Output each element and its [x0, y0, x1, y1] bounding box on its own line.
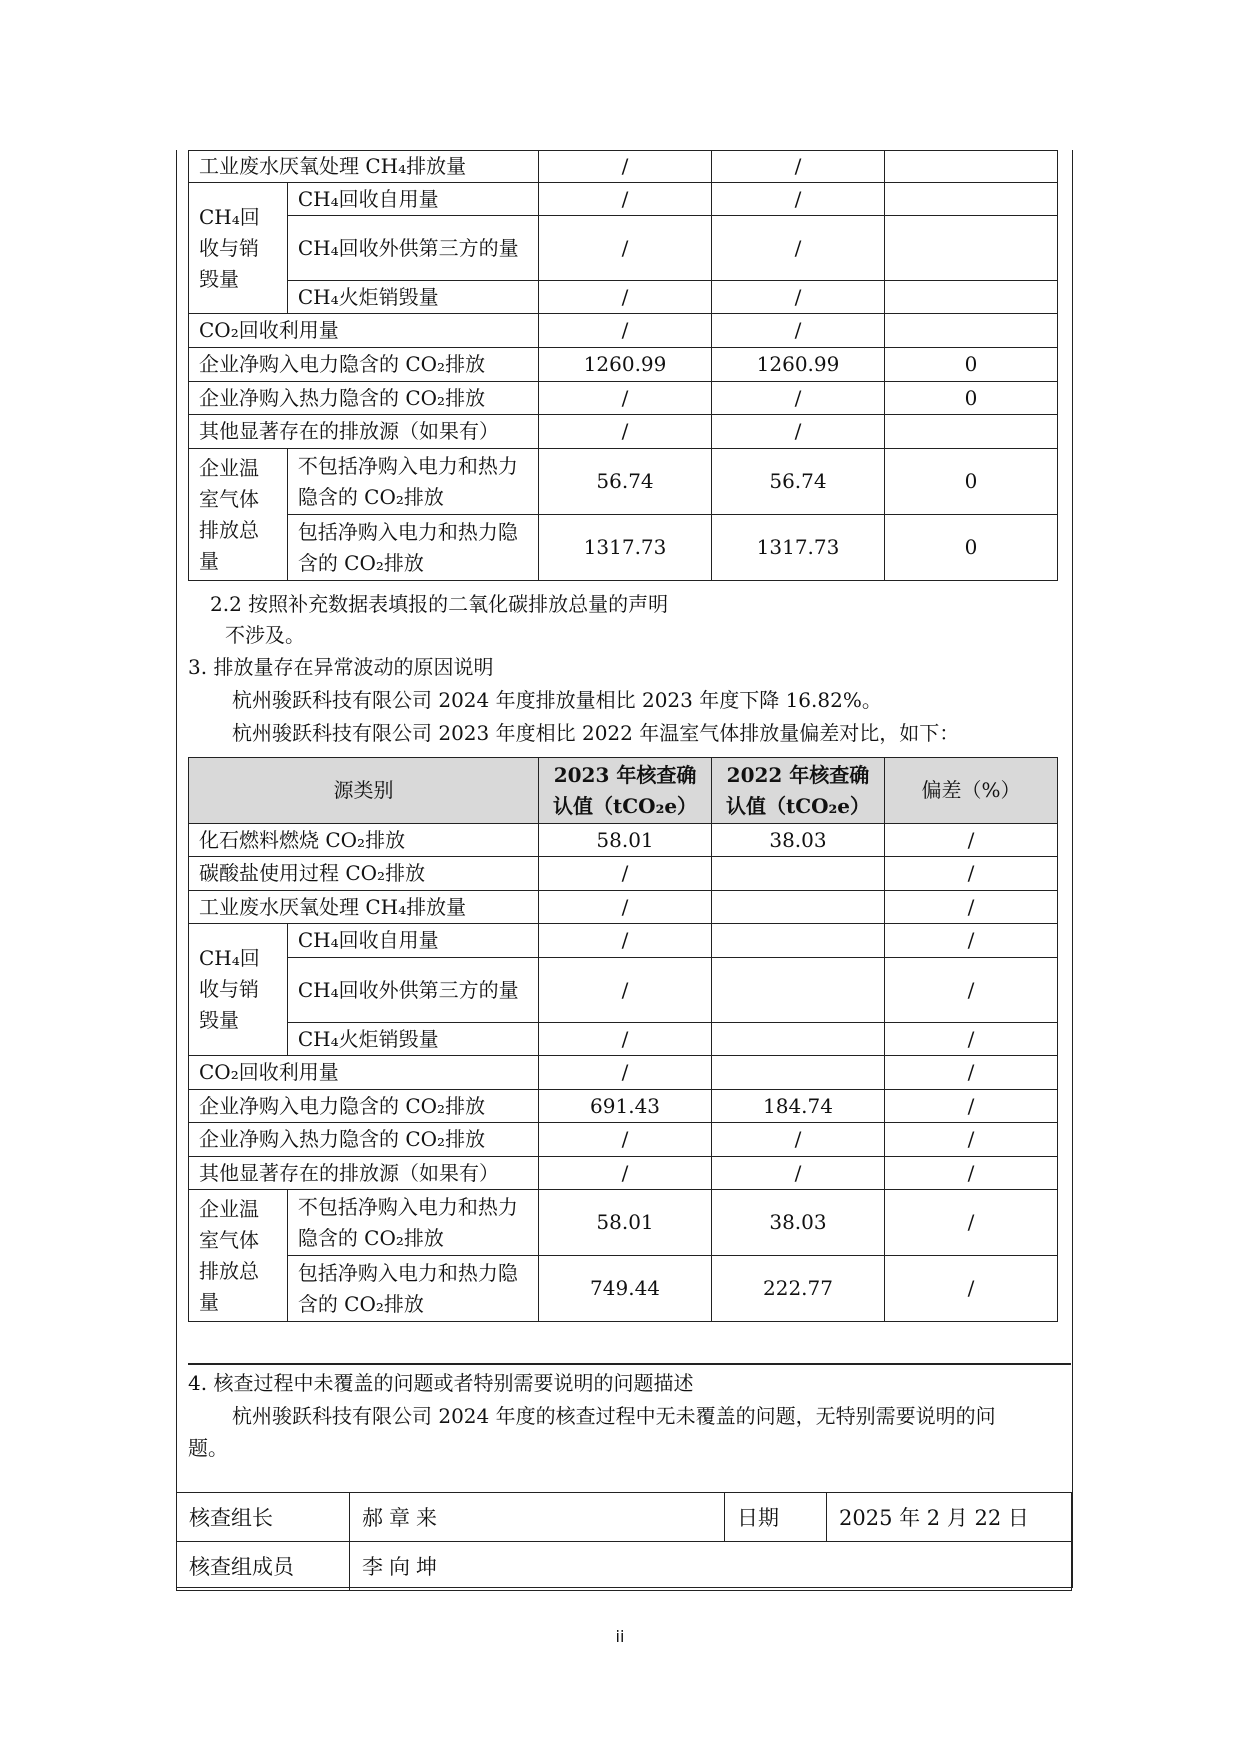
value-2023: /: [539, 1023, 712, 1056]
value-2023: /: [539, 958, 712, 1023]
deviation: 0: [884, 382, 1057, 415]
deviation: [884, 216, 1057, 281]
row-label: 碳酸盐使用过程 CO₂排放: [189, 857, 539, 891]
row-label: 企业净购入电力隐含的 CO₂排放: [189, 348, 539, 382]
deviation: /: [884, 891, 1057, 924]
signoff-row: [177, 1542, 1072, 1591]
date-label: 日期: [725, 1493, 827, 1542]
deviation: /: [884, 1090, 1057, 1123]
value-2022: 1260.99: [712, 348, 885, 382]
table-row: [189, 515, 1058, 581]
value-2022: 222.77: [712, 1256, 885, 1322]
value-2022: [712, 891, 885, 924]
row-label: CH₄火炬销毁量: [287, 1023, 538, 1056]
value-2023: /: [539, 151, 712, 183]
table-row: [189, 415, 1058, 449]
deviation-comparison-table: [188, 757, 1058, 1322]
row-label: CH₄火炬销毁量: [287, 281, 538, 314]
deviation: /: [884, 1157, 1057, 1190]
members-name: 李向坤: [350, 1542, 1072, 1591]
signoff-table: [176, 1492, 1072, 1591]
row-label: 包括净购入电力和热力隐含的 CO₂排放: [287, 1256, 538, 1322]
group-label: CH₄回收与销毁量: [189, 183, 288, 314]
value-2022: 184.74: [712, 1090, 885, 1123]
value-2022: [712, 924, 885, 958]
value-2022: /: [712, 415, 885, 449]
row-label: 工业废水厌氧处理 CH₄排放量: [189, 891, 539, 924]
section-3-line-2: 杭州骏跃科技有限公司 2023 年度相比 2022 年温室气体排放量偏差对比，如下：: [232, 721, 960, 745]
section-4-heading: 4. 核查过程中未覆盖的问题或者特别需要说明的问题描述: [188, 1371, 694, 1395]
table-row: [189, 924, 1058, 958]
value-2023: /: [539, 891, 712, 924]
value-2023: 691.43: [539, 1090, 712, 1123]
row-label: CH₄回收外供第三方的量: [287, 958, 538, 1023]
deviation: [884, 151, 1057, 183]
emissions-table-2024: [188, 150, 1058, 581]
table-row: [189, 1056, 1058, 1090]
deviation: [884, 183, 1057, 216]
value-2023: /: [539, 415, 712, 449]
value-2022: [712, 1023, 885, 1056]
row-label: 工业废水厌氧处理 CH₄排放量: [189, 151, 539, 183]
group-label: CH₄回收与销毁量: [189, 924, 288, 1056]
value-2023: /: [539, 1056, 712, 1090]
deviation: /: [884, 958, 1057, 1023]
value-2022: 38.03: [712, 1190, 885, 1256]
signoff-row: [177, 1493, 1072, 1542]
deviation: 0: [884, 348, 1057, 382]
value-2022: /: [712, 216, 885, 281]
table-row: [189, 1123, 1058, 1157]
value-2022: 38.03: [712, 824, 885, 857]
table-row: [189, 1256, 1058, 1322]
value-2023: /: [539, 924, 712, 958]
table-row: [189, 348, 1058, 382]
row-label: 企业净购入热力隐含的 CO₂排放: [189, 382, 539, 415]
header-2022: 2022 年核查确认值（tCO₂e）: [712, 758, 885, 824]
group-label: 企业温室气体排放总量: [189, 449, 288, 581]
row-label: 企业净购入热力隐含的 CO₂排放: [189, 1123, 539, 1157]
deviation: [884, 281, 1057, 314]
table-row: [189, 857, 1058, 891]
table-row: [189, 382, 1058, 415]
deviation: /: [884, 1023, 1057, 1056]
row-label: CH₄回收自用量: [287, 924, 538, 958]
section-divider: [188, 1363, 1071, 1365]
value-2023: /: [539, 216, 712, 281]
group-label: 企业温室气体排放总量: [189, 1190, 288, 1322]
value-2022: [712, 1056, 885, 1090]
table-row: [189, 449, 1058, 515]
table-row: [189, 1190, 1058, 1256]
section-4-body-line-1: 杭州骏跃科技有限公司 2024 年度的核查过程中无未覆盖的问题，无特别需要说明的问: [232, 1404, 996, 1428]
value-2022: /: [712, 151, 885, 183]
value-2023: /: [539, 183, 712, 216]
value-2022: /: [712, 314, 885, 348]
section-4-body-line-2: 题。: [188, 1436, 228, 1460]
table-row: [189, 151, 1058, 183]
row-label: CO₂回收利用量: [189, 314, 539, 348]
deviation: /: [884, 1190, 1057, 1256]
section-3-line-1: 杭州骏跃科技有限公司 2024 年度排放量相比 2023 年度下降 16.82%。: [232, 688, 882, 712]
deviation: /: [884, 857, 1057, 891]
deviation: /: [884, 1123, 1057, 1157]
table-row: [189, 183, 1058, 216]
value-2023: 58.01: [539, 824, 712, 857]
deviation: 0: [884, 449, 1057, 515]
date-value: 2025 年 2 月 22 日: [827, 1493, 1072, 1542]
value-2023: /: [539, 857, 712, 891]
row-label: 其他显著存在的排放源（如果有）: [189, 1157, 539, 1190]
deviation: [884, 314, 1057, 348]
value-2022: 56.74: [712, 449, 885, 515]
deviation: /: [884, 1256, 1057, 1322]
value-2023: 1317.73: [539, 515, 712, 581]
header-deviation: 偏差（%）: [884, 758, 1057, 824]
row-label: CO₂回收利用量: [189, 1056, 539, 1090]
row-label: 包括净购入电力和热力隐含的 CO₂排放: [287, 515, 538, 581]
members-label: 核查组成员: [177, 1542, 350, 1591]
value-2023: 58.01: [539, 1190, 712, 1256]
value-2022: /: [712, 183, 885, 216]
header-source: 源类别: [189, 758, 539, 824]
table-row: [189, 824, 1058, 857]
table-row: [189, 1157, 1058, 1190]
deviation: [884, 415, 1057, 449]
row-label: 其他显著存在的排放源（如果有）: [189, 415, 539, 449]
value-2022: 1317.73: [712, 515, 885, 581]
table-row: [189, 314, 1058, 348]
table-row: [189, 891, 1058, 924]
leader-name: 郝章来: [350, 1493, 725, 1542]
page-number: ii: [615, 1627, 625, 1646]
value-2023: /: [539, 382, 712, 415]
value-2023: /: [539, 314, 712, 348]
value-2023: /: [539, 281, 712, 314]
table-row: [189, 1023, 1058, 1056]
value-2022: /: [712, 1157, 885, 1190]
value-2022: /: [712, 382, 885, 415]
table-row: [189, 281, 1058, 314]
value-2022: [712, 958, 885, 1023]
value-2023: 749.44: [539, 1256, 712, 1322]
table-row: [189, 958, 1058, 1023]
row-label: 不包括净购入电力和热力隐含的 CO₂排放: [287, 1190, 538, 1256]
deviation: /: [884, 1056, 1057, 1090]
section-2-2-body: 不涉及。: [225, 623, 305, 647]
section-2-2-heading: 2.2 按照补充数据表填报的二氧化碳排放总量的声明: [210, 592, 669, 616]
value-2023: 1260.99: [539, 348, 712, 382]
row-label: 不包括净购入电力和热力隐含的 CO₂排放: [287, 449, 538, 515]
table-row: [189, 216, 1058, 281]
row-label: CH₄回收外供第三方的量: [287, 216, 538, 281]
header-2023: 2023 年核查确认值（tCO₂e）: [539, 758, 712, 824]
value-2023: 56.74: [539, 449, 712, 515]
row-label: 企业净购入电力隐含的 CO₂排放: [189, 1090, 539, 1123]
deviation: /: [884, 824, 1057, 857]
section-3-heading: 3. 排放量存在异常波动的原因说明: [188, 655, 494, 679]
deviation: 0: [884, 515, 1057, 581]
value-2022: /: [712, 1123, 885, 1157]
leader-label: 核查组长: [177, 1493, 350, 1542]
table-header-row: [189, 758, 1058, 824]
value-2022: [712, 857, 885, 891]
value-2022: /: [712, 281, 885, 314]
value-2023: /: [539, 1123, 712, 1157]
row-label: 化石燃料燃烧 CO₂排放: [189, 824, 539, 857]
deviation: /: [884, 924, 1057, 958]
row-label: CH₄回收自用量: [287, 183, 538, 216]
table-row: [189, 1090, 1058, 1123]
value-2023: /: [539, 1157, 712, 1190]
